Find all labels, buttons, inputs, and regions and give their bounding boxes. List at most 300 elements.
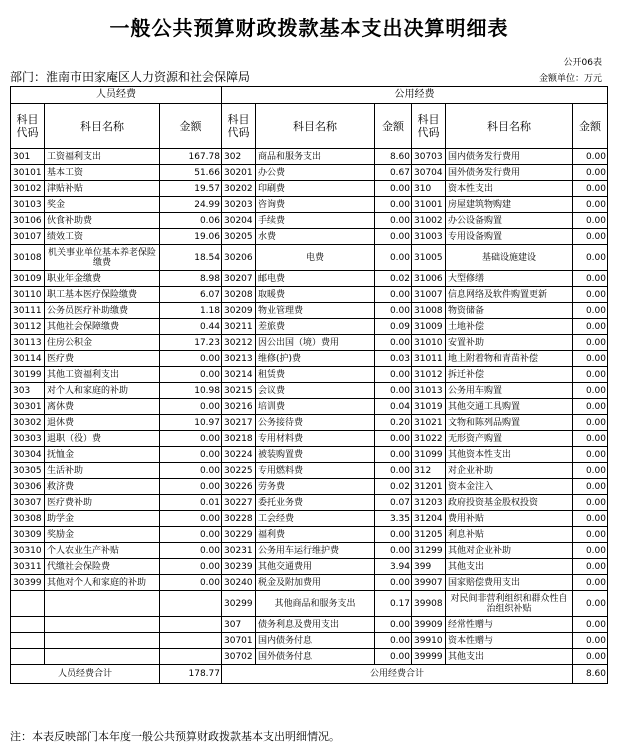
name-cell: 其他资本性支出 xyxy=(446,447,573,463)
code-cell: 30299 xyxy=(222,591,256,617)
name-cell: 地上附着物和青苗补偿 xyxy=(446,351,573,367)
table-row xyxy=(11,287,608,303)
amount-cell: 0.00 xyxy=(375,335,412,351)
table-row xyxy=(11,495,608,511)
amount-cell: 3.35 xyxy=(375,511,412,527)
code-cell: 30202 xyxy=(222,181,256,197)
header-name: 科目名称 xyxy=(256,104,375,149)
amount-cell: 0.00 xyxy=(160,527,222,543)
code-cell: 30103 xyxy=(11,197,45,213)
code-cell: 30229 xyxy=(222,527,256,543)
amount-cell: 0.00 xyxy=(375,633,412,649)
name-cell: 专用设备购置 xyxy=(446,229,573,245)
name-cell: 基本工资 xyxy=(45,165,160,181)
name-cell: 其他支出 xyxy=(446,649,573,665)
amount-cell: 0.00 xyxy=(375,229,412,245)
name-cell: 资本金注入 xyxy=(446,479,573,495)
name-cell: 生活补助 xyxy=(45,463,160,479)
amount-cell: 0.00 xyxy=(573,399,608,415)
header-amount: 金额 xyxy=(375,104,412,149)
code-cell: 30311 xyxy=(11,559,45,575)
amount-cell: 0.00 xyxy=(375,431,412,447)
amount-cell: 0.04 xyxy=(375,399,412,415)
name-cell: 津贴补贴 xyxy=(45,181,160,197)
amount-cell: 8.60 xyxy=(375,149,412,165)
code-cell: 31001 xyxy=(412,197,446,213)
code-cell: 30308 xyxy=(11,511,45,527)
personnel-total-label: 人员经费合计 xyxy=(11,665,160,684)
name-cell: 其他交通费用 xyxy=(256,559,375,575)
amount-cell: 0.02 xyxy=(375,271,412,287)
code-cell: 31003 xyxy=(412,229,446,245)
name-cell: 奖励金 xyxy=(45,527,160,543)
name-cell: 差旅费 xyxy=(256,319,375,335)
amount-cell: 0.00 xyxy=(573,447,608,463)
name-cell: 其他支出 xyxy=(446,559,573,575)
name-cell: 被装购置费 xyxy=(256,447,375,463)
amount-cell: 17.23 xyxy=(160,335,222,351)
name-cell: 维修(护)费 xyxy=(256,351,375,367)
amount-cell: 0.00 xyxy=(160,399,222,415)
amount-cell: 0.00 xyxy=(573,543,608,559)
table-row xyxy=(11,431,608,447)
code-cell: 30212 xyxy=(222,335,256,351)
name-cell: 退职（役）费 xyxy=(45,431,160,447)
table-row xyxy=(11,229,608,245)
code-cell: 30226 xyxy=(222,479,256,495)
name-cell: 委托业务费 xyxy=(256,495,375,511)
amount-cell: 0.00 xyxy=(160,543,222,559)
name-cell: 机关事业单位基本养老保险缴费 xyxy=(45,245,160,271)
name-cell: 工会经费 xyxy=(256,511,375,527)
name-cell: 国外债务发行费用 xyxy=(446,165,573,181)
amount-cell: 0.07 xyxy=(375,495,412,511)
amount-cell: 10.98 xyxy=(160,383,222,399)
name-cell: 公务用车购置 xyxy=(446,383,573,399)
code-cell: 312 xyxy=(412,463,446,479)
table-row xyxy=(11,479,608,495)
name-cell: 对个人和家庭的补助 xyxy=(45,383,160,399)
table-number: 公开06表 xyxy=(563,58,602,68)
amount-cell: 0.00 xyxy=(573,319,608,335)
name-cell: 奖金 xyxy=(45,197,160,213)
code-cell: 31009 xyxy=(412,319,446,335)
amount-cell: 18.54 xyxy=(160,245,222,271)
name-cell xyxy=(45,633,160,649)
code-cell: 30114 xyxy=(11,351,45,367)
amount-cell: 51.66 xyxy=(160,165,222,181)
code-cell: 39909 xyxy=(412,617,446,633)
table-row xyxy=(11,367,608,383)
amount-unit: 金额单位：万元 xyxy=(538,74,602,84)
code-cell: 31006 xyxy=(412,271,446,287)
name-cell: 拆迁补偿 xyxy=(446,367,573,383)
amount-cell: 0.00 xyxy=(573,633,608,649)
amount-cell: 0.00 xyxy=(375,617,412,633)
code-cell: 30106 xyxy=(11,213,45,229)
code-cell: 30228 xyxy=(222,511,256,527)
table-row xyxy=(11,271,608,287)
amount-cell: 19.06 xyxy=(160,229,222,245)
code-cell: 30302 xyxy=(11,415,45,431)
amount-cell: 0.06 xyxy=(160,213,222,229)
code-cell: 30110 xyxy=(11,287,45,303)
name-cell: 其他对个人和家庭的补助 xyxy=(45,575,160,591)
amount-cell: 0.00 xyxy=(573,165,608,181)
header-name: 科目名称 xyxy=(446,104,573,149)
group-header-public: 公用经费 xyxy=(222,87,608,104)
amount-cell: 0.00 xyxy=(375,527,412,543)
code-cell: 31203 xyxy=(412,495,446,511)
code-cell: 30113 xyxy=(11,335,45,351)
amount-cell: 0.00 xyxy=(573,383,608,399)
amount-cell: 0.00 xyxy=(573,197,608,213)
name-cell: 劳务费 xyxy=(256,479,375,495)
name-cell: 印刷费 xyxy=(256,181,375,197)
name-cell: 租赁费 xyxy=(256,367,375,383)
amount-cell: 0.00 xyxy=(375,383,412,399)
code-cell: 399 xyxy=(412,559,446,575)
code-cell: 30701 xyxy=(222,633,256,649)
name-cell: 职业年金缴费 xyxy=(45,271,160,287)
amount-cell: 0.00 xyxy=(160,431,222,447)
name-cell: 抚恤金 xyxy=(45,447,160,463)
name-cell: 公务员医疗补助缴费 xyxy=(45,303,160,319)
table-row xyxy=(11,527,608,543)
code-cell: 30307 xyxy=(11,495,45,511)
table-row xyxy=(11,335,608,351)
public-total-label: 公用经费合计 xyxy=(222,665,573,684)
name-cell: 基础设施建设 xyxy=(446,245,573,271)
amount-cell: 0.09 xyxy=(375,319,412,335)
amount-cell: 0.00 xyxy=(375,181,412,197)
amount-cell: 19.57 xyxy=(160,181,222,197)
name-cell: 国内债务付息 xyxy=(256,633,375,649)
code-cell: 31201 xyxy=(412,479,446,495)
name-cell: 电费 xyxy=(256,245,375,271)
amount-cell: 0.00 xyxy=(573,245,608,271)
group-header-personnel: 人员经费 xyxy=(11,87,222,104)
amount-cell: 0.00 xyxy=(573,511,608,527)
amount-cell: 0.00 xyxy=(375,303,412,319)
code-cell: 31022 xyxy=(412,431,446,447)
name-cell: 其他对企业补助 xyxy=(446,543,573,559)
name-cell xyxy=(45,649,160,665)
code-cell: 30209 xyxy=(222,303,256,319)
page-title: 一般公共预算财政拨款基本支出决算明细表 xyxy=(109,16,509,40)
amount-cell: 0.00 xyxy=(573,213,608,229)
name-cell: 大型修缮 xyxy=(446,271,573,287)
name-cell: 助学金 xyxy=(45,511,160,527)
code-cell: 31010 xyxy=(412,335,446,351)
code-cell: 31008 xyxy=(412,303,446,319)
name-cell: 物业管理费 xyxy=(256,303,375,319)
amount-cell: 0.00 xyxy=(573,559,608,575)
amount-cell xyxy=(160,633,222,649)
amount-cell: 0.00 xyxy=(573,479,608,495)
code-cell: 30213 xyxy=(222,351,256,367)
name-cell: 文物和陈列品购置 xyxy=(446,415,573,431)
code-cell: 31019 xyxy=(412,399,446,415)
code-cell: 31002 xyxy=(412,213,446,229)
code-cell: 30215 xyxy=(222,383,256,399)
name-cell: 其他社会保障缴费 xyxy=(45,319,160,335)
name-cell: 取暖费 xyxy=(256,287,375,303)
amount-cell: 0.00 xyxy=(573,591,608,617)
amount-cell: 8.98 xyxy=(160,271,222,287)
amount-cell: 0.00 xyxy=(160,511,222,527)
code-cell: 301 xyxy=(11,149,45,165)
code-cell: 30303 xyxy=(11,431,45,447)
name-cell: 福利费 xyxy=(256,527,375,543)
name-cell: 对民间非营利组织和群众性自治组织补贴 xyxy=(446,591,573,617)
code-cell: 30205 xyxy=(222,229,256,245)
amount-cell: 0.00 xyxy=(573,271,608,287)
code-cell xyxy=(11,591,45,617)
amount-cell: 0.67 xyxy=(375,165,412,181)
code-cell: 39908 xyxy=(412,591,446,617)
amount-cell: 24.99 xyxy=(160,197,222,213)
name-cell: 离休费 xyxy=(45,399,160,415)
amount-cell: 0.44 xyxy=(160,319,222,335)
code-cell: 30309 xyxy=(11,527,45,543)
code-cell: 30102 xyxy=(11,181,45,197)
code-cell: 31007 xyxy=(412,287,446,303)
code-cell: 31099 xyxy=(412,447,446,463)
name-cell: 工资福利支出 xyxy=(45,149,160,165)
amount-cell: 0.00 xyxy=(573,287,608,303)
code-cell: 39910 xyxy=(412,633,446,649)
code-cell: 303 xyxy=(11,383,45,399)
name-cell: 税金及附加费用 xyxy=(256,575,375,591)
amount-cell: 0.00 xyxy=(160,351,222,367)
table-row xyxy=(11,649,608,665)
name-cell: 绩效工资 xyxy=(45,229,160,245)
code-cell: 30199 xyxy=(11,367,45,383)
name-cell: 国内债务发行费用 xyxy=(446,149,573,165)
code-cell: 30304 xyxy=(11,447,45,463)
amount-cell: 0.00 xyxy=(573,335,608,351)
amount-cell: 167.78 xyxy=(160,149,222,165)
code-cell: 31013 xyxy=(412,383,446,399)
public-total-value: 8.60 xyxy=(573,665,608,684)
amount-cell: 0.00 xyxy=(375,245,412,271)
table-row xyxy=(11,447,608,463)
code-cell: 30704 xyxy=(412,165,446,181)
header-amount: 金额 xyxy=(573,104,608,149)
name-cell: 物资储备 xyxy=(446,303,573,319)
code-cell: 30107 xyxy=(11,229,45,245)
name-cell: 其他工资福利支出 xyxy=(45,367,160,383)
table-row xyxy=(11,559,608,575)
name-cell: 专用材料费 xyxy=(256,431,375,447)
amount-cell: 0.00 xyxy=(573,367,608,383)
code-cell: 30109 xyxy=(11,271,45,287)
amount-cell: 0.20 xyxy=(375,415,412,431)
name-cell: 利息补贴 xyxy=(446,527,573,543)
name-cell: 个人农业生产补贴 xyxy=(45,543,160,559)
name-cell: 水费 xyxy=(256,229,375,245)
amount-cell: 0.00 xyxy=(573,181,608,197)
amount-cell xyxy=(160,649,222,665)
amount-cell: 0.00 xyxy=(573,495,608,511)
amount-cell: 0.00 xyxy=(573,463,608,479)
code-cell: 30217 xyxy=(222,415,256,431)
name-cell: 办公设备购置 xyxy=(446,213,573,229)
name-cell: 其他商品和服务支出 xyxy=(256,591,375,617)
table-row xyxy=(11,213,608,229)
amount-cell: 0.00 xyxy=(375,287,412,303)
name-cell: 医疗费补助 xyxy=(45,495,160,511)
table-row xyxy=(11,197,608,213)
name-cell: 培训费 xyxy=(256,399,375,415)
code-cell: 30201 xyxy=(222,165,256,181)
code-cell xyxy=(11,617,45,633)
code-cell: 31021 xyxy=(412,415,446,431)
code-cell: 30399 xyxy=(11,575,45,591)
name-cell: 安置补助 xyxy=(446,335,573,351)
table-row xyxy=(11,633,608,649)
table-row xyxy=(11,511,608,527)
footnote: 注：本表反映部门本年度一般公共预算财政拨款基本支出明细情况。 xyxy=(10,730,340,743)
amount-cell: 10.97 xyxy=(160,415,222,431)
table-row xyxy=(11,319,608,335)
table-row xyxy=(11,591,608,617)
amount-cell: 0.00 xyxy=(375,649,412,665)
code-cell: 30108 xyxy=(11,245,45,271)
amount-cell: 0.00 xyxy=(573,649,608,665)
table-row xyxy=(11,245,608,271)
name-cell: 办公费 xyxy=(256,165,375,181)
table-row xyxy=(11,303,608,319)
code-cell: 31012 xyxy=(412,367,446,383)
table-row xyxy=(11,351,608,367)
code-cell: 31205 xyxy=(412,527,446,543)
amount-cell: 0.02 xyxy=(375,479,412,495)
name-cell: 会议费 xyxy=(256,383,375,399)
code-cell: 39907 xyxy=(412,575,446,591)
amount-cell: 0.03 xyxy=(375,351,412,367)
amount-cell: 0.00 xyxy=(160,367,222,383)
table-row xyxy=(11,463,608,479)
name-cell: 住房公积金 xyxy=(45,335,160,351)
table-row xyxy=(11,415,608,431)
table-row xyxy=(11,165,608,181)
code-cell: 39999 xyxy=(412,649,446,665)
amount-cell: 6.07 xyxy=(160,287,222,303)
code-cell: 30111 xyxy=(11,303,45,319)
amount-cell: 0.00 xyxy=(573,149,608,165)
code-cell: 30207 xyxy=(222,271,256,287)
amount-cell: 0.00 xyxy=(375,447,412,463)
header-amount: 金额 xyxy=(160,104,222,149)
code-cell: 30203 xyxy=(222,197,256,213)
name-cell: 费用补贴 xyxy=(446,511,573,527)
name-cell: 因公出国（境）费用 xyxy=(256,335,375,351)
name-cell: 伙食补助费 xyxy=(45,213,160,229)
name-cell: 信息网络及软件购置更新 xyxy=(446,287,573,303)
amount-cell: 0.00 xyxy=(375,197,412,213)
code-cell: 30702 xyxy=(222,649,256,665)
code-cell: 307 xyxy=(222,617,256,633)
department-label: 部门：淮南市田家庵区人力资源和社会保障局 xyxy=(10,70,251,84)
name-cell xyxy=(45,617,160,633)
code-cell: 31204 xyxy=(412,511,446,527)
amount-cell: 0.00 xyxy=(160,479,222,495)
name-cell: 咨询费 xyxy=(256,197,375,213)
amount-cell xyxy=(160,617,222,633)
expenditure-table xyxy=(10,86,608,684)
name-cell: 邮电费 xyxy=(256,271,375,287)
table-row xyxy=(11,399,608,415)
amount-cell: 0.00 xyxy=(573,229,608,245)
code-cell: 30214 xyxy=(222,367,256,383)
code-cell: 30211 xyxy=(222,319,256,335)
header-name: 科目名称 xyxy=(45,104,160,149)
code-cell: 30208 xyxy=(222,287,256,303)
amount-cell: 0.00 xyxy=(573,303,608,319)
amount-cell: 0.00 xyxy=(160,575,222,591)
amount-cell: 0.00 xyxy=(160,447,222,463)
table-row xyxy=(11,383,608,399)
amount-cell: 0.00 xyxy=(573,431,608,447)
amount-cell: 0.00 xyxy=(573,575,608,591)
code-cell: 30225 xyxy=(222,463,256,479)
code-cell: 310 xyxy=(412,181,446,197)
amount-cell: 0.17 xyxy=(375,591,412,617)
header-code: 科目代码 xyxy=(222,104,256,149)
name-cell: 对企业补助 xyxy=(446,463,573,479)
amount-cell: 0.00 xyxy=(573,617,608,633)
amount-cell: 0.00 xyxy=(375,575,412,591)
personnel-total-value: 178.77 xyxy=(160,665,222,684)
amount-cell: 0.00 xyxy=(375,213,412,229)
amount-cell xyxy=(160,591,222,617)
amount-cell: 0.00 xyxy=(375,367,412,383)
table-row xyxy=(11,149,608,165)
name-cell: 代缴社会保险费 xyxy=(45,559,160,575)
name-cell: 房屋建筑物购建 xyxy=(446,197,573,213)
header-code: 科目代码 xyxy=(11,104,45,149)
name-cell xyxy=(45,591,160,617)
code-cell: 30240 xyxy=(222,575,256,591)
name-cell: 公务用车运行维护费 xyxy=(256,543,375,559)
code-cell: 31005 xyxy=(412,245,446,271)
name-cell: 专用燃料费 xyxy=(256,463,375,479)
amount-cell: 0.00 xyxy=(375,543,412,559)
code-cell: 30305 xyxy=(11,463,45,479)
code-cell: 30703 xyxy=(412,149,446,165)
name-cell: 退休费 xyxy=(45,415,160,431)
name-cell: 其他交通工具购置 xyxy=(446,399,573,415)
table-row xyxy=(11,181,608,197)
code-cell: 30218 xyxy=(222,431,256,447)
code-cell: 30227 xyxy=(222,495,256,511)
code-cell: 30310 xyxy=(11,543,45,559)
code-cell: 30301 xyxy=(11,399,45,415)
amount-cell: 0.01 xyxy=(160,495,222,511)
amount-cell: 0.00 xyxy=(573,351,608,367)
code-cell: 31299 xyxy=(412,543,446,559)
code-cell: 30206 xyxy=(222,245,256,271)
name-cell: 商品和服务支出 xyxy=(256,149,375,165)
code-cell: 30224 xyxy=(222,447,256,463)
name-cell: 土地补偿 xyxy=(446,319,573,335)
name-cell: 债务利息及费用支出 xyxy=(256,617,375,633)
code-cell: 30204 xyxy=(222,213,256,229)
name-cell: 国外债务付息 xyxy=(256,649,375,665)
name-cell: 救济费 xyxy=(45,479,160,495)
